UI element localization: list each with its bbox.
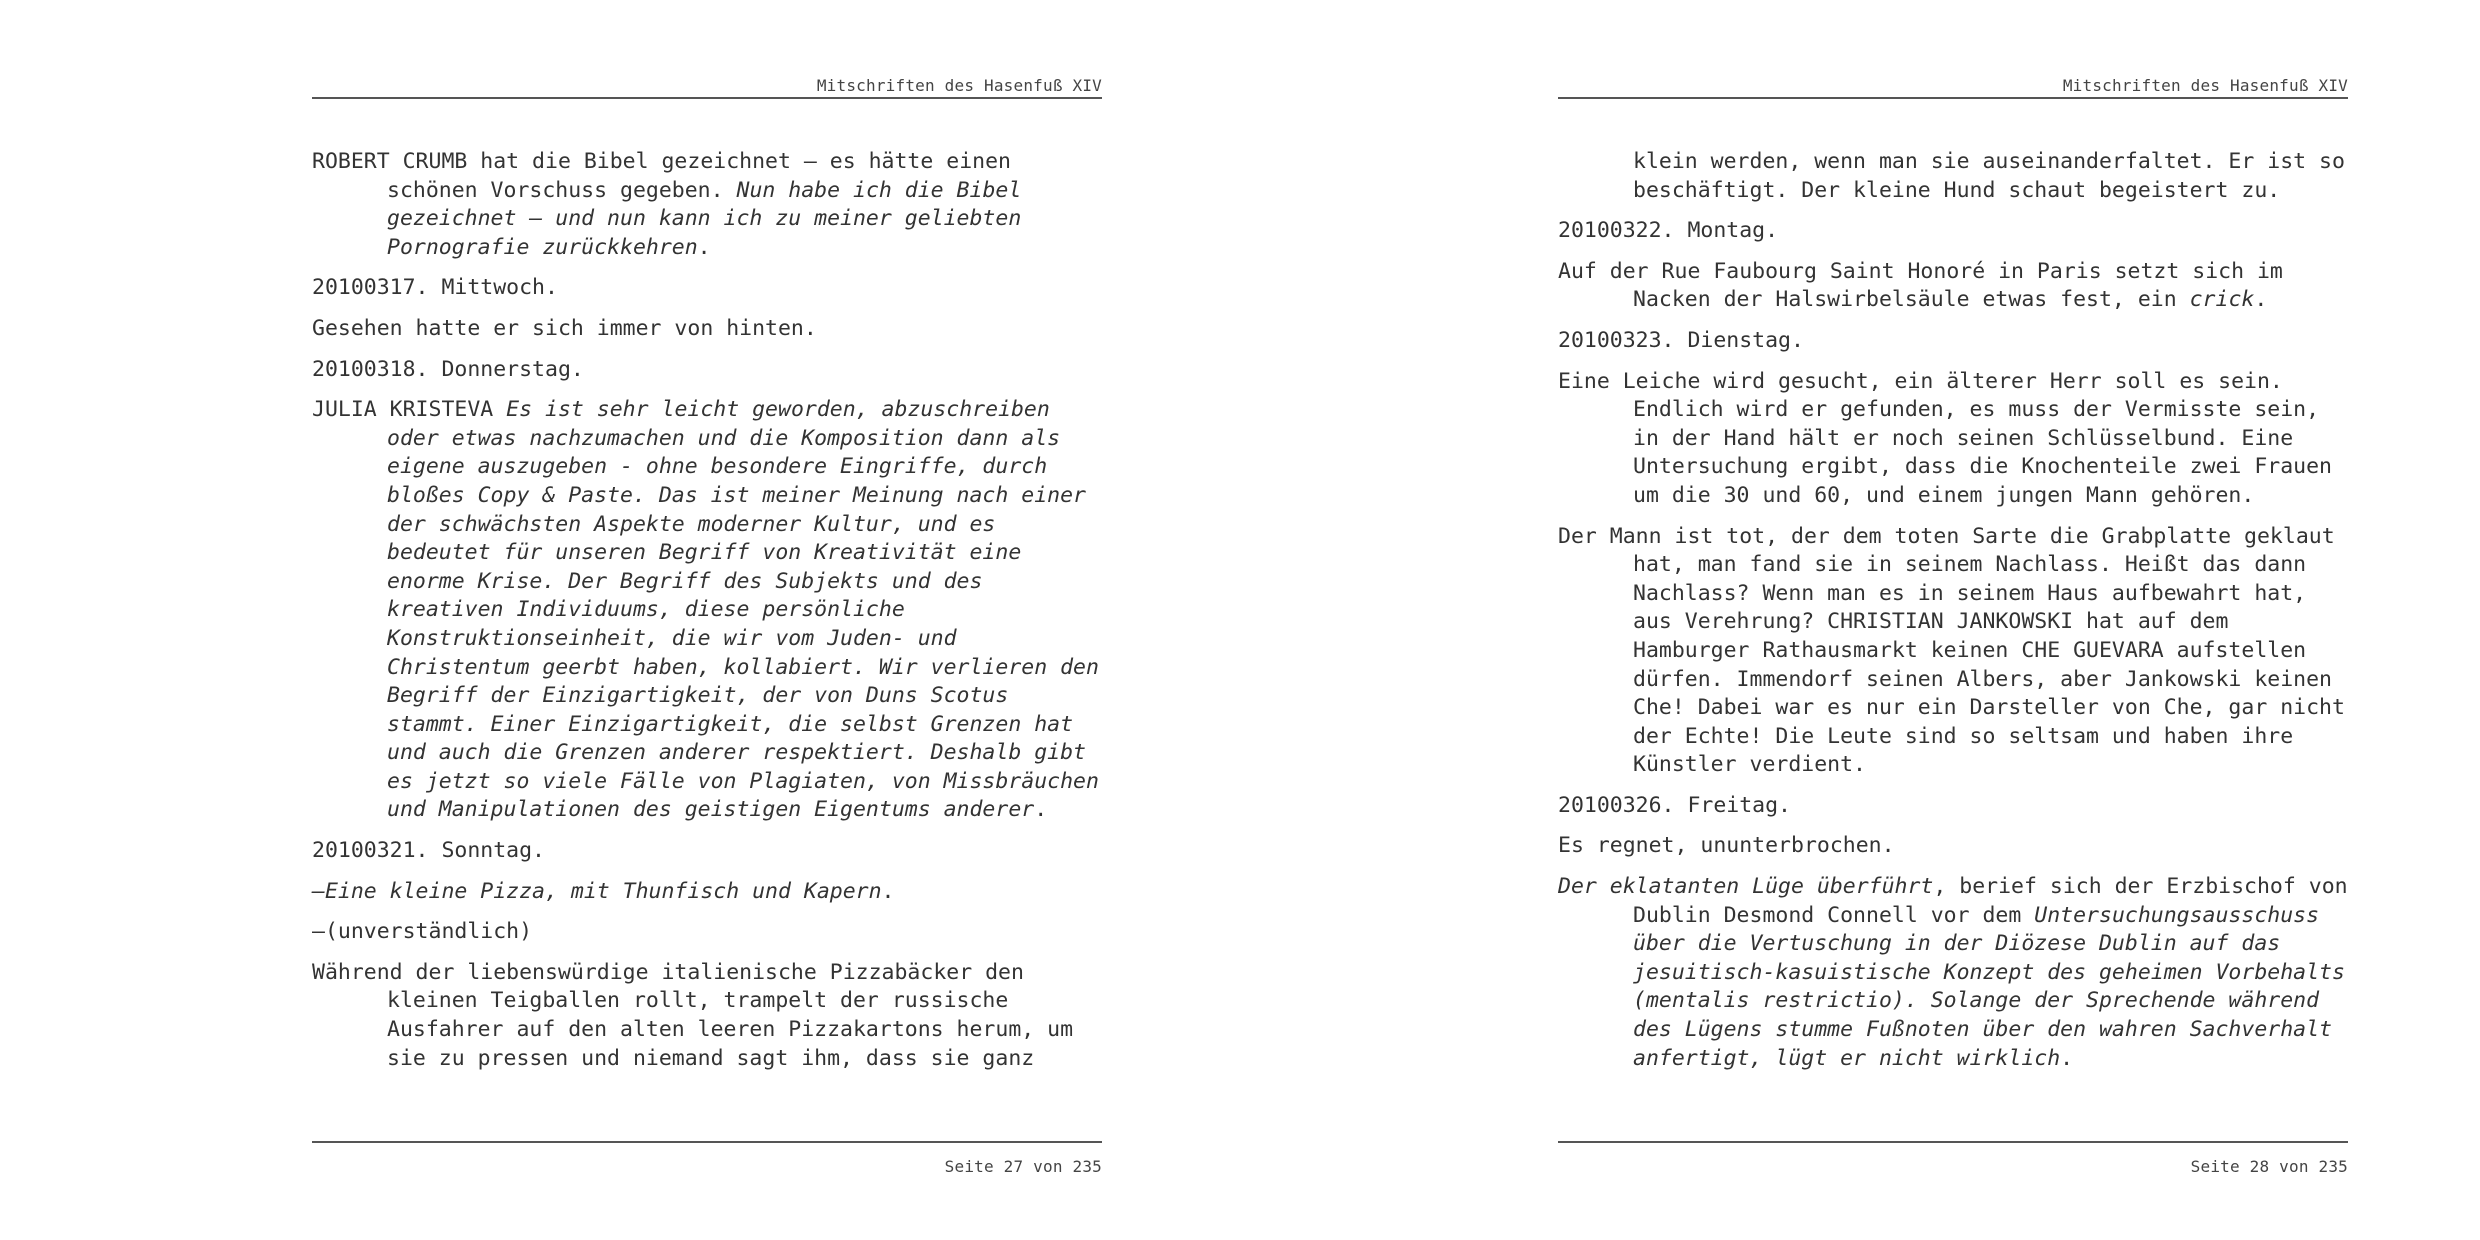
paragraph: Gesehen hatte er sich immer von hinten. [312, 315, 817, 341]
left-page [312, 0, 1102, 1240]
running-head: Mitschriften des Hasenfuß XIV [2062, 76, 2348, 95]
paragraph-paris: Auf der Rue Faubourg Saint Honoré in Paris setzt sich im Nacken der Halswirbelsäule etwas fest, ein crick. [1558, 258, 2283, 313]
paragraph-pizzabaecker: Während der liebenswürdige italienische Pizzabäcker den kleinen Teigballen rollt, trampelt der russische Ausfahrer auf den alten leeren Pizzakartons herum, um sie zu pressen und niemand sagt ihm, dass sie ganz [312, 959, 1074, 1071]
dialogue-line: –(unverständlich) [312, 919, 533, 945]
paragraph-continuation: klein werden, wenn man sie auseinanderfaltet. Er ist so beschäftigt. Der kleine Hund schaut begeistert zu. [1633, 149, 2345, 203]
paragraph-julia-kristeva: JULIA KRISTEVA Es ist sehr leicht geworden, abzuschreiben oder etwas nachzumachen und die Komposition dann als eigene auszugeben - ohne besondere Eingriffe, durch bloßes Copy & Paste. Das ist meiner Meinung nach einer der schwächsten Aspekte moderner Kultur, und es bedeutet für unseren Begriff von Kreativität eine enorme Krise. Der Begriff des Subjekts und des kreativen Individuums, diese persönliche Konstruktionseinheit, die wir vom Juden- und Christentum geerbt haben, kollabiert. Wir verlieren den Begriff der Einzigartigkeit, der von Duns Scotus stammt. Einer Einzigartigkeit, die selbst Grenzen hat und auch die Grenzen anderer respektiert. Deshalb gibt es jetzt so viele Fälle von Plagiaten, von Missbräuchen und Manipulationen des geistigen Eigentums anderer. [312, 397, 1099, 823]
page-body [1558, 148, 2348, 1085]
page-body [312, 148, 1102, 1085]
page-number: Seite 27 von 235 [944, 1157, 1102, 1176]
running-head: Mitschriften des Hasenfuß XIV [816, 76, 1102, 95]
date-entry: 20100322. Montag. [1558, 218, 1779, 244]
paragraph-grabplatte: Der Mann ist tot, der dem toten Sarte die Grabplatte geklaut hat, man fand sie in seinem Nachlass. Heißt das dann Nachlass? Wenn man es in seinem Haus aufbewahrt hat, aus Verehrung? CHRISTIAN JANKOWSKI hat auf dem Hamburger Rathausmarkt keinen CHE GUEVARA aufstellen dürfen. Immendorf seinen Albers, aber Jankowski keinen Che! Dabei war es nur ein Darsteller von Che, gar nicht der Echte! Die Leute sind so seltsam und haben ihre Künstler verdient. [1558, 523, 2345, 778]
page-number: Seite 28 von 235 [2190, 1157, 2348, 1176]
paragraph: Es regnet, ununterbrochen. [1558, 833, 1895, 859]
header-rule [1558, 97, 2348, 99]
footer-rule [1558, 1141, 2348, 1143]
paragraph-erzbischof: Der eklatanten Lüge überführt, berief sich der Erzbischof von Dublin Desmond Connell vor dem Untersuchungsausschuss über die Vertuschung in der Diözese Dublin auf das jesuitisch-kasuistische Konzept des geheimen Vorbehalts (mentalis restrictio). Solange der Sprechende während des Lügens stumme Fußnoten über den wahren Sachverhalt anfertigt, lügt er nicht wirklich. [1558, 874, 2348, 1071]
date-entry: 20100323. Dienstag. [1558, 327, 1804, 353]
footer-rule [312, 1141, 1102, 1143]
date-entry: 20100317. Mittwoch. [312, 275, 558, 301]
paragraph-robert-crumb: ROBERT CRUMB hat die Bibel gezeichnet – es hätte einen schönen Vorschuss gegeben. Nun habe ich die Bibel gezeichnet – und nun kann ich zu meiner geliebten Pornografie zurückkehren. [312, 149, 1022, 260]
date-entry: 20100326. Freitag. [1558, 792, 1791, 818]
dialogue-line: –Eine kleine Pizza, mit Thunfisch und Kapern. [312, 878, 895, 904]
paragraph-leiche: Eine Leiche wird gesucht, ein älterer Herr soll es sein. Endlich wird er gefunden, es muss der Vermisste sein, in der Hand hält er noch seinen Schlüsselbund. Eine Untersuchung ergibt, dass die Knochenteile zwei Frauen um die 30 und 60, und einem jungen Mann gehören. [1558, 368, 2332, 508]
right-page [1558, 0, 2348, 1240]
date-entry: 20100318. Donnerstag. [312, 356, 584, 382]
date-entry: 20100321. Sonntag. [312, 838, 545, 864]
header-rule [312, 97, 1102, 99]
